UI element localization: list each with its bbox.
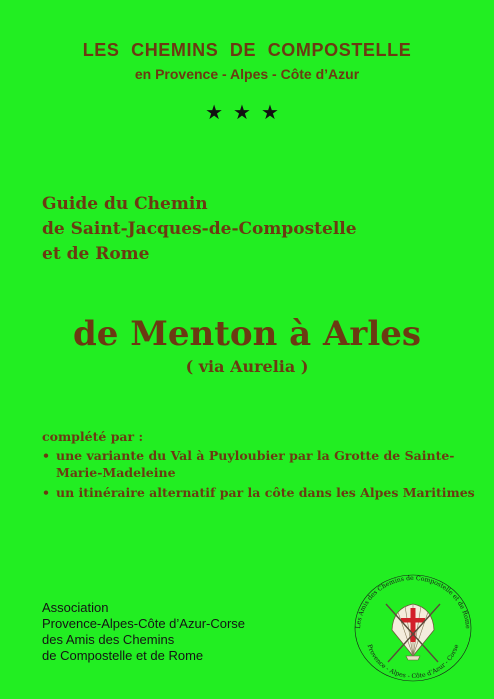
list-item — [42, 484, 482, 501]
bullet-icon: • — [42, 448, 50, 463]
association-line: Association — [42, 600, 109, 615]
series-subtitle: en Provence - Alpes - Côte d’Azur — [134, 66, 360, 82]
logo-bottom-text: Provence - Alpes - Côte d’Azur - Corse — [365, 643, 461, 681]
list-item-text: une variante du Val à Puyloubier par la Grotte de Sainte-Marie-Madeleine — [56, 448, 455, 480]
list-item-text: un itinéraire alternatif par la côte dans les Alpes Maritimes — [56, 485, 475, 500]
association-block — [42, 600, 322, 664]
association-line: de Compostelle et de Rome — [42, 648, 204, 663]
route-title: de Menton à Arles — [72, 314, 422, 354]
bullet-icon: • — [42, 485, 50, 500]
logo-top-text: Les Amis des Chemins de Compostelle et de Rome — [354, 574, 472, 629]
association-line: Provence-Alpes-Côte d’Azur-Corse — [42, 616, 246, 631]
complement-heading: complété par : — [42, 429, 144, 444]
association-line: des Amis des Chemins — [42, 632, 175, 647]
stars-ornament: ★★★ — [205, 100, 289, 124]
association-logo — [348, 568, 478, 683]
series-title: LES CHEMINS DE COMPOSTELLE — [82, 40, 412, 60]
guide-line: Guide du Chemin — [42, 194, 208, 214]
list-item — [42, 447, 482, 481]
complement-section — [42, 428, 482, 504]
guide-line: et de Rome — [42, 244, 150, 264]
complement-list — [42, 447, 482, 501]
guide-title — [42, 192, 482, 267]
route-subtitle: ( via Aurelia ) — [185, 357, 309, 376]
guide-line: de Saint-Jacques-de-Compostelle — [42, 219, 357, 239]
